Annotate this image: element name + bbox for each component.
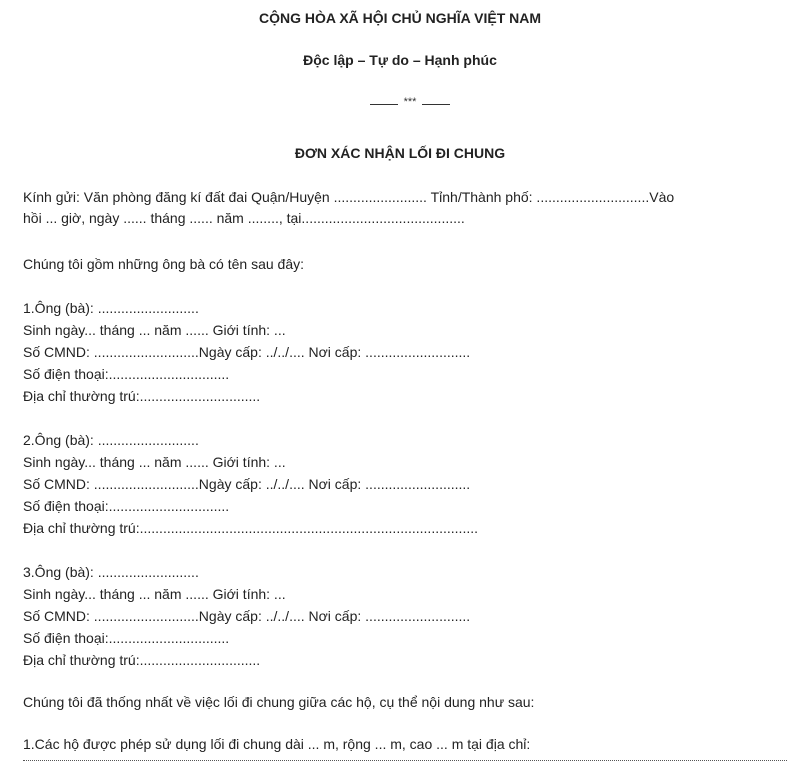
motto-heading: Độc lập – Tự do – Hạnh phúc: [303, 52, 497, 68]
intro-line-2: hồi ... giờ, ngày ...... tháng ...... năm ........, tại..........................................: [23, 210, 465, 226]
person-1-phone: Số điện thoại:...............................: [23, 366, 230, 382]
person-2-phone: Số điện thoại:...............................: [23, 498, 230, 514]
person-2-id: Số CMND: ...........................Ngày cấp: ../../.... Nơi cấp: ...........................: [23, 476, 471, 492]
person-2-birth: Sinh ngày... tháng ... năm ...... Giới tính: ...: [23, 454, 286, 470]
person-3-birth: Sinh ngày... tháng ... năm ...... Giới tính: ...: [23, 586, 286, 602]
nation-heading: CỘNG HÒA XÃ HỘI CHỦ NGHĨA VIỆT NAM: [258, 10, 542, 26]
star-divider: ***: [403, 96, 417, 108]
agreement-statement: Chúng tôi đã thống nhất về việc lối đi chung giữa các hộ, cụ thể nội dung như sau:: [23, 694, 535, 710]
divider-rule-right: [422, 104, 450, 105]
person-2-address: Địa chỉ thường trú:.......................................................................................: [23, 520, 478, 536]
person-1-name: 1.Ông (bà): ..........................: [23, 300, 199, 316]
person-1-birth: Sinh ngày... tháng ... năm ...... Giới tính: ...: [23, 322, 286, 338]
document-title: ĐƠN XÁC NHẬN LỐI ĐI CHUNG: [294, 145, 506, 161]
person-1-id: Số CMND: ...........................Ngày cấp: ../../.... Nơi cấp: ...........................: [23, 344, 471, 360]
person-1-address: Địa chỉ thường trú:...............................: [23, 388, 261, 404]
members-heading: Chúng tôi gồm những ông bà có tên sau đây:: [23, 256, 305, 272]
person-3-address: Địa chỉ thường trú:...............................: [23, 652, 261, 668]
person-2-name: 2.Ông (bà): ..........................: [23, 432, 199, 448]
person-3-phone: Số điện thoại:...............................: [23, 630, 230, 646]
fill-in-dotted-line: [23, 760, 787, 761]
person-3-name: 3.Ông (bà): ..........................: [23, 564, 199, 580]
intro-line-1: Kính gửi: Văn phòng đăng kí đất đai Quận/Huyện ........................ Tỉnh/Thành phố: .............................Vào: [23, 189, 675, 205]
divider-rule-left: [370, 104, 398, 105]
person-3-id: Số CMND: ...........................Ngày cấp: ../../.... Nơi cấp: ...........................: [23, 608, 471, 624]
agreement-item-1: 1.Các hộ được phép sử dụng lối đi chung dài ... m, rộng ... m, cao ... m tại địa chỉ:: [23, 736, 531, 752]
